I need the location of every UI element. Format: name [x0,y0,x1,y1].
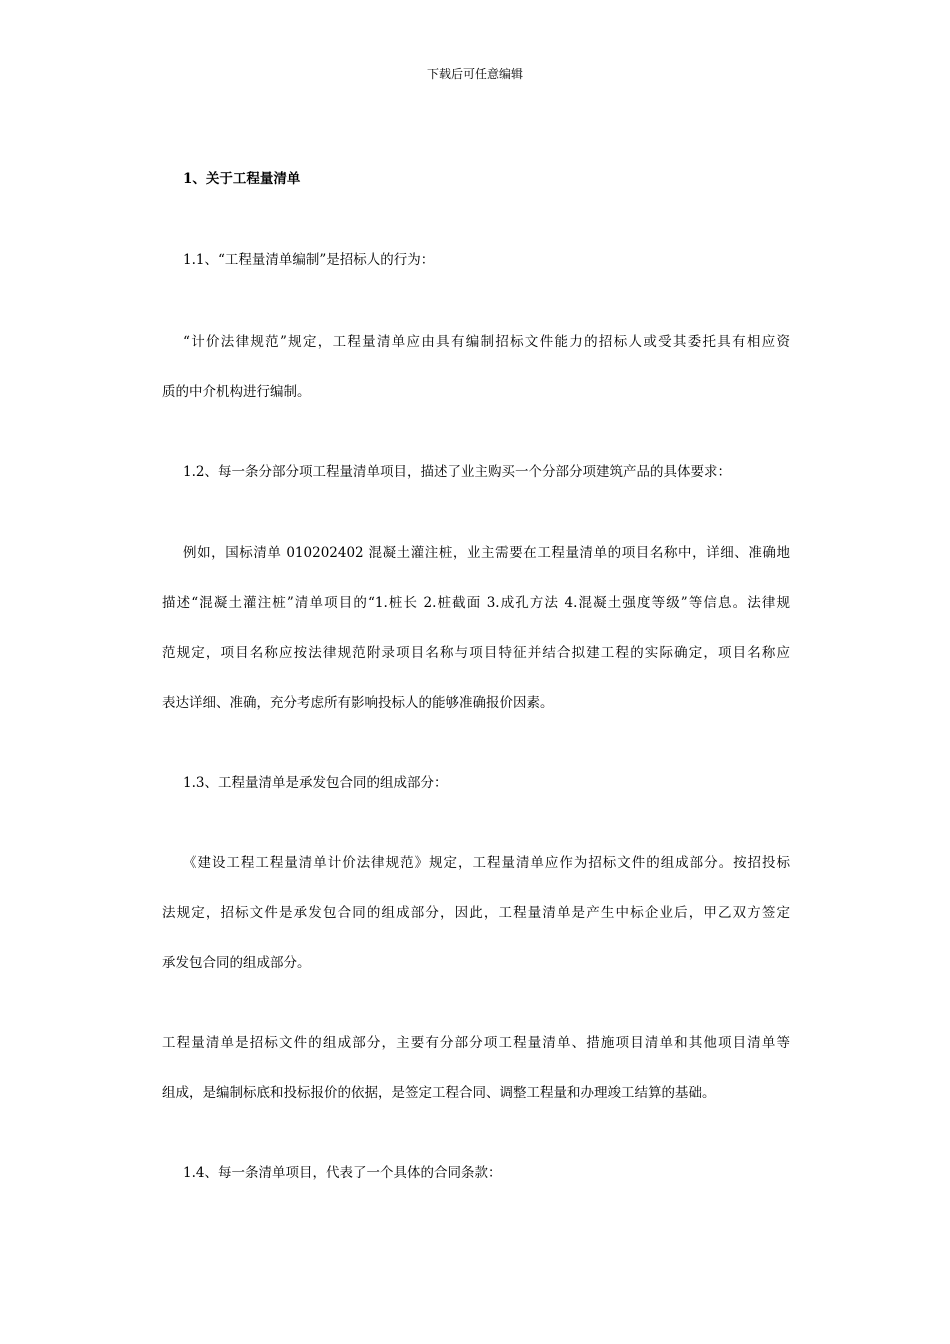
paragraph-1-3a-line-3: 承发包合同的组成部分。 [162,955,311,971]
heading-1-1: 1.1、“工程量清单编制”是招标人的行为： [183,252,435,268]
paragraph-1-3a-line-2: 法规定，招标文件是承发包合同的组成部分，因此，工程量清单是产生中标企业后，甲乙双方签定 [162,905,790,921]
paragraph-1-2-line-4: 表达详细、准确，充分考虑所有影响投标人的能够准确报价因素。 [162,695,554,711]
section-title: 1、关于工程量清单 [183,171,301,187]
heading-1-2: 1.2、每一条分部分项工程量清单项目，描述了业主购买一个分部分项建筑产品的具体要求： [183,464,731,480]
paragraph-1-3b-line-1: 工程量清单是招标文件的组成部分，主要有分部分项工程量清单、措施项目清单和其他项目清单等 [162,1035,790,1051]
heading-1-3: 1.3、工程量清单是承发包合同的组成部分： [183,775,448,791]
paragraph-1-1-line-2: 质的中介机构进行编制。 [162,384,311,400]
paragraph-1-3b-line-2: 组成，是编制标底和投标报价的依据，是签定工程合同、调整工程量和办理竣工结算的基础。 [162,1085,716,1101]
page-header: 下载后可任意编辑 [426,67,523,81]
heading-1-4: 1.4、每一条清单项目，代表了一个具体的合同条款： [183,1165,502,1181]
paragraph-1-2-line-1: 例如，国标清单 010202402 混凝土灌注桩，业主需要在工程量清单的项目名称中，详细、准确地 [183,545,790,561]
paragraph-1-2-line-3: 范规定，项目名称应按法律规范附录项目名称与项目特征并结合拟建工程的实际确定，项目名称应 [162,645,790,661]
paragraph-1-2-line-2: 描述“混凝土灌注桩”清单项目的“1.桩长 2.桩截面 3.成孔方法 4.混凝土强度等级”等信息。法律规 [162,595,790,611]
paragraph-1-3a-line-1: 《建设工程工程量清单计价法律规范》规定，工程量清单应作为招标文件的组成部分。按招投标 [183,855,790,871]
paragraph-1-1-line-1: “计价法律规范”规定，工程量清单应由具有编制招标文件能力的招标人或受其委托具有相应资 [183,334,790,350]
